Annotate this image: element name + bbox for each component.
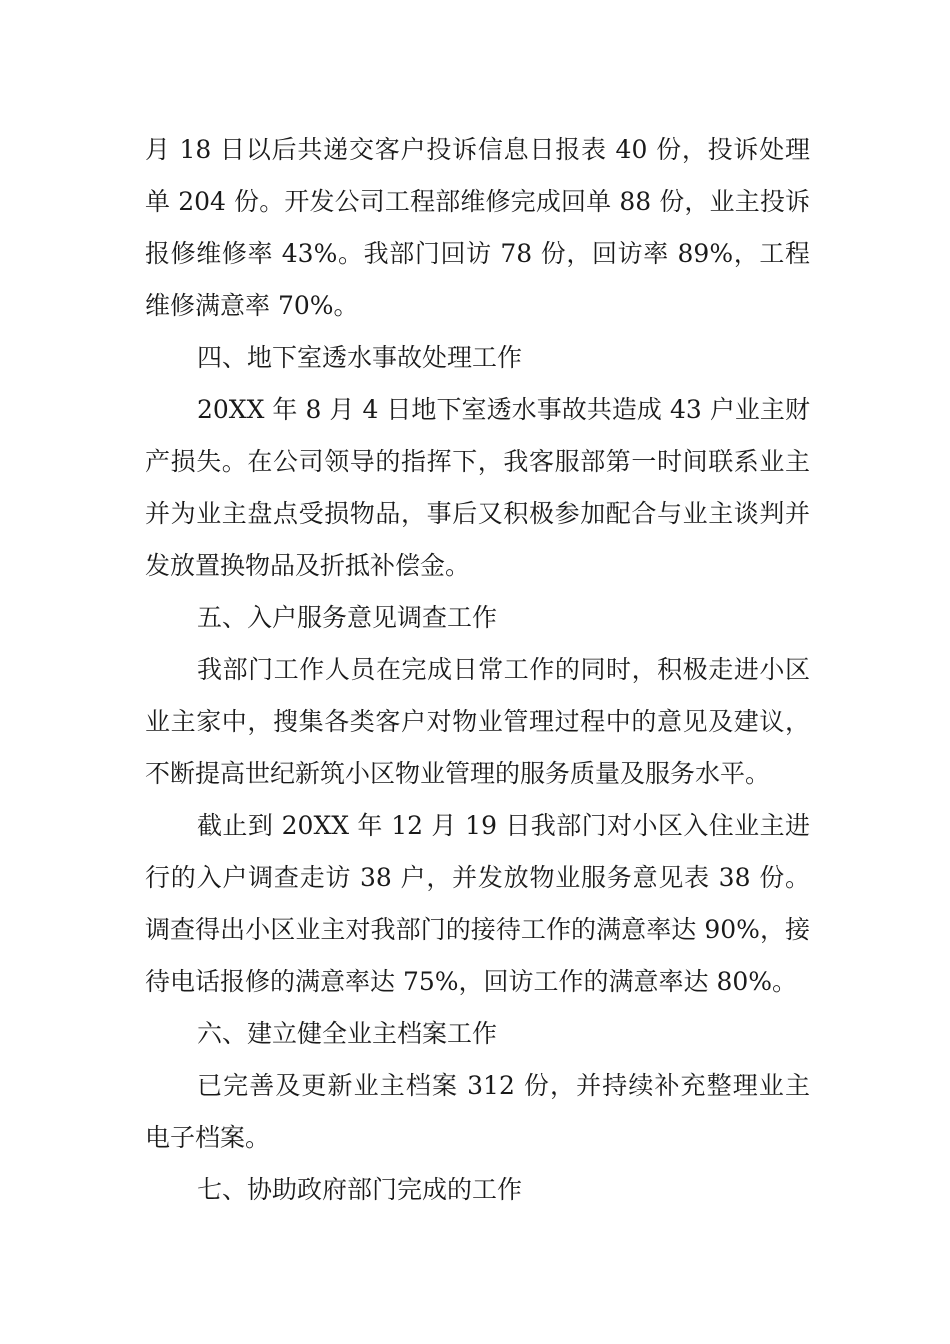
paragraph-survey-intro: 我部门工作人员在完成日常工作的同时，积极走进小区业主家中，搜集各类客户对物业管理过程中的意见及建议，不断提高世纪新筑小区物业管理的服务质量及服务水平。 [145,655,810,788]
document-body [145,124,810,1216]
paragraph-survey-results: 截止到 20XX 年 12 月 19 日我部门对小区入住业主进行的入户调查走访 38 户，并发放物业服务意见表 38 份。调查得出小区业主对我部门的接待工作的满意率达 90%，接待电话报修的满意率达 75%，回访工作的满意率达 80%。 [145,811,810,996]
paragraph-complaint-stats: 月 18 日以后共递交客户投诉信息日报表 40 份，投诉处理单 204 份。开发公司工程部维修完成回单 88 份，业主投诉报修维修率 43%。我部门回访 78 份，回访率 89%，工程维修满意率 70%。 [145,135,810,320]
section-heading-6: 六、建立健全业主档案工作 [197,1019,498,1048]
section-heading-7: 七、协助政府部门完成的工作 [197,1175,523,1204]
section-heading-4: 四、地下室透水事故处理工作 [197,343,523,372]
section-heading-5: 五、入户服务意见调查工作 [197,603,498,632]
paragraph-basement-flood: 20XX 年 8 月 4 日地下室透水事故共造成 43 户业主财产损失。在公司领导的指挥下，我客服部第一时间联系业主并为业主盘点受损物品，事后又积极参加配合与业主谈判并发放置换物品及折抵补偿金。 [145,395,810,580]
paragraph-owner-archives: 已完善及更新业主档案 312 份，并持续补充整理业主电子档案。 [145,1071,810,1152]
